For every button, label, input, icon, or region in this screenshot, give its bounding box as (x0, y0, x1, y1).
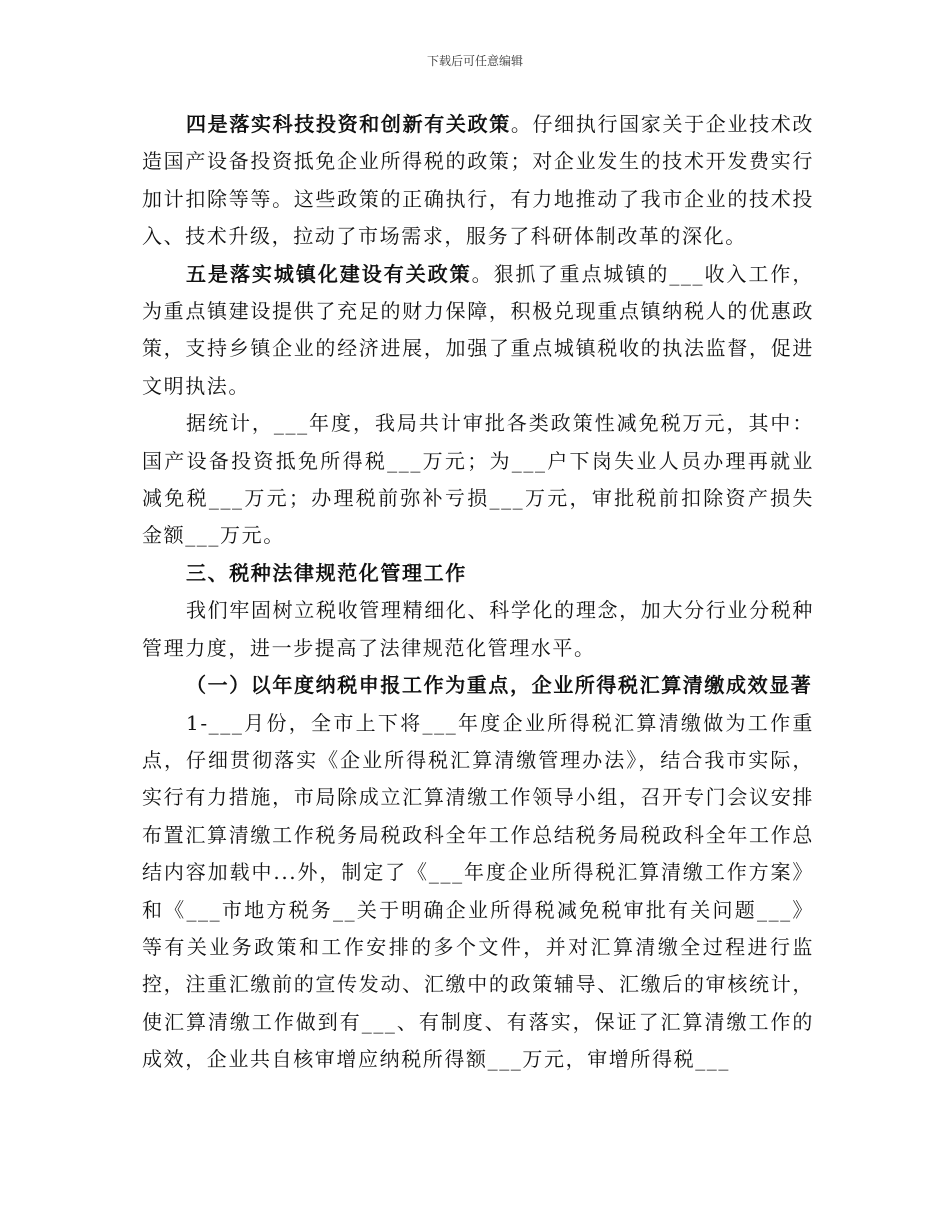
paragraph-text: 。仔细执行国家关于企业技术改造国产设备投资抵免企业所得税的政策；对企业发生的技术开发费实行加计扣除等等。这些政策的正确执行，有力地推动了我市企业的技术投入、技术升级，拉动了市场需求，服务了科研体制改革的深化。 (142, 112, 814, 249)
paragraph-lead: 四是落实科技投资和创新有关政策 (186, 112, 511, 136)
document-body (142, 106, 814, 1079)
paragraph-lead: 五是落实城镇化建设有关政策 (186, 261, 472, 286)
paragraph-tech-policy (142, 106, 814, 256)
paragraph-statistics: 据统计，___年度，我局共计审批各类政策性减免税万元，其中：国产设备投资抵免所得税___万元；为___户下岗失业人员办理再就业减免税___万元；办理税前弥补亏损___万元，审批税前扣除资产损失金额___万元。 (142, 411, 814, 548)
paragraph-management: 我们牢固树立税收管理精细化、科学化的理念，加大分行业分税种管理力度，进一步提高了法律规范化管理水平。 (142, 598, 814, 660)
paragraph-text: 。狠抓了重点城镇的___收入工作，为重点镇建设提供了充足的财力保障，积极兑现重点镇纳税人的优惠政策，支持乡镇企业的经济进展，加强了重点城镇税收的执法监督，促进文明执法。 (142, 261, 814, 398)
section-heading-three: 三、税种法律规范化管理工作 (186, 560, 467, 585)
page-header: 下载后可任意编辑 (426, 54, 523, 68)
paragraph-settlement: 1-___月份，全市上下将___年度企业所得税汇算清缴做为工作重点，仔细贯彻落实《企业所得税汇算清缴管理办法》，结合我市实际，实行有力措施，市局除成立汇算清缴工作领导小组，召开专门会议安排布置汇算清缴工作税务局税政科全年工作总结税务局税政科全年工作总结内容加载中...外，制定了《___年度企业所得税汇算清缴工作方案》和《___市地方税务__关于明确企业所得税减免税审批有关问题___》等有关业务政策和工作安排的多个文件，并对汇算清缴全过程进行监控，注重汇缴前的宣传发动、汇缴中的政策辅导、汇缴后的审核统计，使汇算清缴工作做到有___、有制度、有落实，保证了汇算清缴工作的成效，企业共自核审增应纳税所得额___万元，审增所得税___ (142, 710, 814, 1072)
subsection-heading-one: （一）以年度纳税申报工作为重点，企业所得税汇算清缴成效显著 (186, 673, 813, 698)
paragraph-urbanization-policy (142, 256, 814, 406)
